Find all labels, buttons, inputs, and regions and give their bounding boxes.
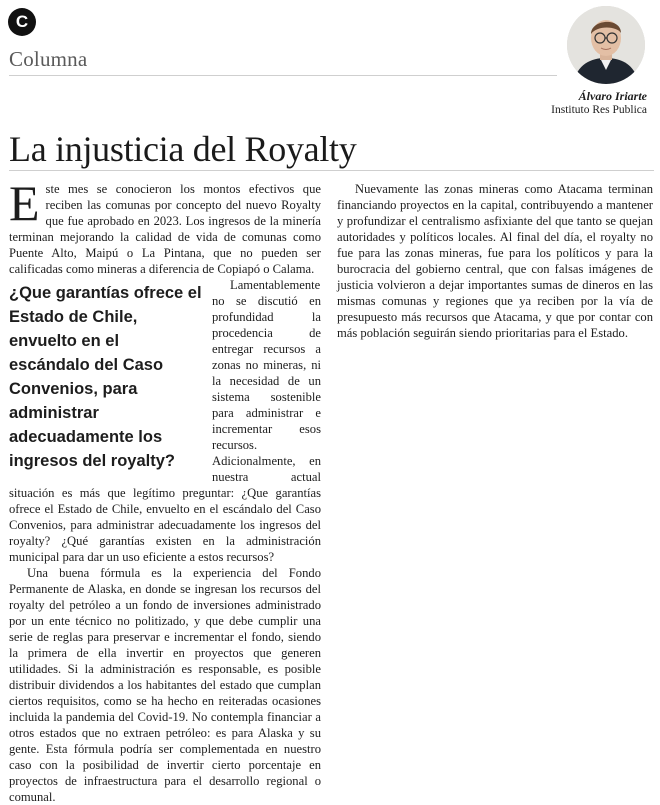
section-label: Columna (9, 47, 88, 71)
author-portrait-icon (567, 6, 645, 84)
section-badge: C (8, 8, 36, 36)
author-name: Álvaro Iriarte (578, 89, 647, 103)
author-photo (567, 6, 645, 84)
paragraph-intro (9, 175, 321, 277)
paragraph-3: Una buena fórmula es la experiencia del Fondo Permanente de Alaska, en donde se ingresan los recursos del royalty del petróleo a un fondo de inversiones administrado por un ente técnico no politizado, y que debe cumplir una serie de reglas para preservar e incrementar el fondo, siendo la primera de ella invertir en proyectos que generen utilidades. Si la administración es responsable, es posible distribuir dividendos a los habitantes del estado que cumplan ciertos requisitos, como se ha hecho en reiteradas ocasiones incluida la pandemia del Covid-19. No contempla financiar a otros estados que no extraen petróleo: es para Alaska y su gente. Esta fórmula podría ser complementada en nuestro caso con la posibilidad de invertir cierto porcentaje en proyectos de infraestructura para el desarrollo regional o comunal. (9, 566, 321, 804)
author-institution: Instituto Res Publica (551, 104, 647, 116)
top-divider (9, 75, 557, 76)
pull-quote: ¿Que garantías ofrece el Estado de Chile, envuelto en el escándalo del Caso Convenios, para administrar adecuadamente los ingresos del royalty? (9, 284, 202, 470)
paragraph-4: Nuevamente las zonas mineras como Atacama terminan financiando proyectos en la capital, contribuyendo a mantener y profundizar el centralismo asfixiante del que tanto se quejan autoridades y políticos locales. Al final del día, el royalty no fue para las zonas mineras, fue para los políticos y para la burocracia del gobierno central, que con falsas imágenes de justicia volvieron a dejar importantes sumas de dineros en las mismas comunas y regiones que ya reciben por la vía de presupuesto más recursos que Atacama, y que por contar con más población seguirán siendo prioritarias para el Estado. (337, 182, 653, 340)
headline-divider (9, 170, 654, 171)
article-column-left (9, 175, 321, 805)
drop-cap: E (9, 175, 40, 231)
article-column-right (337, 181, 653, 341)
article-headline: La injusticia del Royalty (9, 129, 357, 169)
paragraph-2: Lamentablemente no se discutió en profundidad la procedencia de entregar recursos a zonas no mineras, ni la necesidad de un sistema sostenible para administrar e incrementar esos recursos. Adicionalmente, en nuestra actual situación es más que legítimo preguntar: ¿Que garantías ofrece el Estado de Chile, envuelto en el escándalo del Caso Convenios, para administrar adecuadamente los ingresos del royalty? ¿Qué garantías existen en la administración municipal para dar un uso eficiente a estos recursos? (9, 278, 321, 564)
paragraph-intro-text: ste mes se conocieron los montos efectivos que reciben las comunas por concepto del nuevo Royalty que fue aprobado en 2023. Los ingresos de la minería terminan mejorando la calidad de vida de comunas como Puente Alto, Maipú o La Pintana, que no pueden ser calificadas como mineras a diferencia de Copiapó o Calama. (9, 182, 321, 276)
